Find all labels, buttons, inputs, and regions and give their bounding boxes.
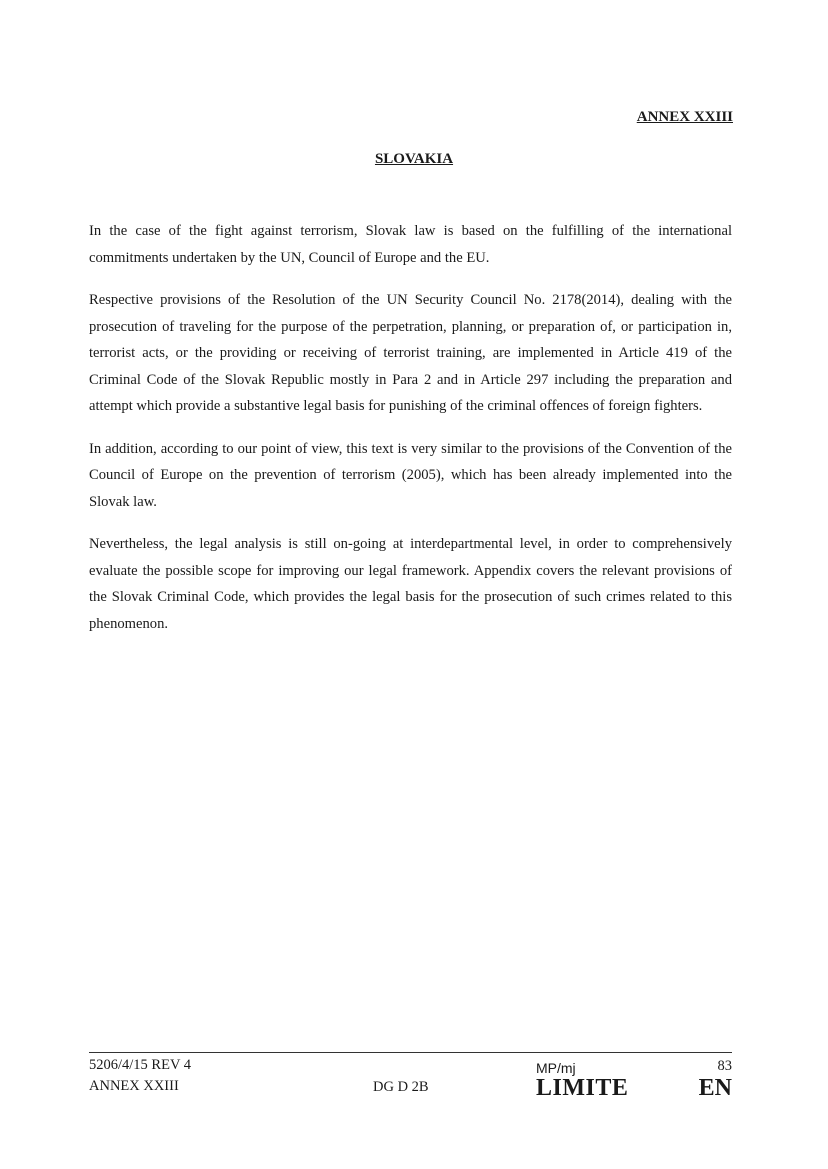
paragraph-4: Nevertheless, the legal analysis is still on-going at interdepartmental level, in order to comprehensively evaluate the possible scope for improving our legal framework. Appendix covers the relevant provisions of the Slovak Criminal Code, which provides the legal basis for the prosecution of such crimes related to this phenomenon. (89, 536, 732, 632)
footer-doc-ref: 5206/4/15 REV 4 (89, 1057, 192, 1073)
paragraph-2: Respective provisions of the Resolution of the UN Security Council No. 2178(2014), dealing with the prosecution of traveling for the purpose of the perpetration, planning, or preparation of, or participation in, terrorist acts, or the providing or receiving of terrorist training, are implemented in Article 419 of the Criminal Code of the Slovak Republic mostly in Para 2 and in Article 297 including the preparation and attempt which provide a substantive legal basis for punishing of the criminal offences of foreign fighters. (89, 292, 732, 414)
paragraph-1: In the case of the fight against terrorism, Slovak law is based on the fulfilling of the international commitments undertaken by the UN, Council of Europe and the EU. (89, 223, 732, 266)
document-body (89, 218, 732, 653)
footer-annex: ANNEX XXIII (89, 1078, 179, 1094)
page-number: 83 (717, 1058, 732, 1074)
paragraph-3: In addition, according to our point of view, this text is very similar to the provisions of the Convention of the Council of Europe on the prevention of terrorism (2005), which has been already implemented into the Slovak law. (89, 440, 732, 510)
footer-initials: MP/mj (536, 1060, 576, 1076)
footer-dg: DG D 2B (373, 1079, 429, 1095)
classification-label: LIMITE (536, 1075, 629, 1101)
annex-heading: ANNEX XXIII (636, 109, 733, 125)
language-code: EN (698, 1075, 732, 1101)
footer-divider (89, 1052, 732, 1053)
page-title: SLOVAKIA (374, 151, 454, 167)
